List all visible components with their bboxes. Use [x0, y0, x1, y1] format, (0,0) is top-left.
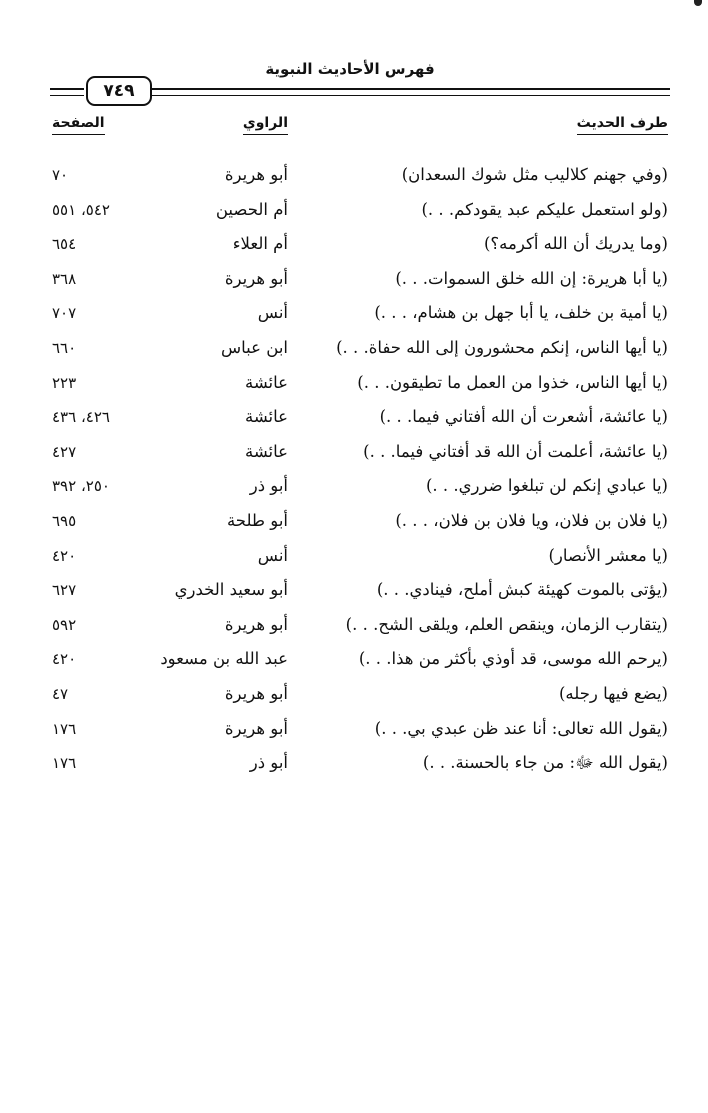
- hadith-text: (يا عبادي إنكم لن تبلغوا ضرري. . .): [425, 476, 668, 496]
- page-ref: ٢٢٣: [52, 373, 77, 392]
- hadith-text: (وفي جهنم كلاليب مثل شوك السعدان): [401, 165, 668, 184]
- corner-mark: [694, 0, 702, 6]
- hadith-text: (يقول الله تعالى: أنا عند ظن عبدي بي. . .): [374, 718, 668, 738]
- hadith-text: (يا أيها الناس، خذوا من العمل ما تطيقون. . .): [357, 372, 668, 392]
- narrator: أم الحصين: [215, 199, 288, 219]
- narrator: أبو هريرة: [224, 614, 288, 634]
- page-ref: ٥٤٢، ٥٥١: [52, 200, 110, 219]
- hadith-text: (يا أبا هريرة: إن الله خلق السموات. . .): [395, 268, 668, 288]
- page-ref: ٦٩٥: [52, 511, 77, 530]
- narrator: أبو هريرة: [224, 268, 288, 288]
- header-rule: [152, 88, 670, 96]
- page-ref: ١٧٦: [52, 719, 77, 738]
- page-number: ٧٤٩: [86, 76, 152, 106]
- hadith-text: (يا فلان بن فلان، ويا فلان بن فلان، . . .): [395, 510, 668, 530]
- hadith-text: (يؤتى بالموت كهيئة كبش أملح، فينادي. . .): [376, 580, 668, 600]
- page-ref: ٤٢٧: [52, 442, 77, 461]
- table-row: [0, 229, 708, 264]
- table-row: [0, 714, 708, 749]
- page-ref: ١٧٦: [52, 754, 77, 773]
- table-row: [0, 437, 708, 472]
- table-row: [0, 333, 708, 368]
- hadith-text: (يا أيها الناس، إنكم محشورون إلى الله حفاة. . .): [336, 337, 668, 357]
- narrator: أنس: [257, 303, 288, 323]
- page-ref: ٤٢٦، ٤٣٦: [52, 408, 110, 427]
- narrator: أبو هريرة: [224, 165, 288, 184]
- table-row: [0, 541, 708, 576]
- page-ref: ٦٦٠: [52, 338, 77, 357]
- narrator: عائشة: [244, 407, 288, 427]
- narrator: أبو ذر: [249, 476, 288, 496]
- table-row: [0, 506, 708, 541]
- page-ref: ٢٥٠، ٣٩٢: [52, 477, 110, 496]
- table-row: [0, 195, 708, 230]
- page-ref: ٤٢٠: [52, 546, 77, 565]
- hadith-text: (ولو استعمل عليكم عبد يقودكم. . .): [421, 199, 668, 219]
- narrator: عائشة: [244, 372, 288, 392]
- column-header-page: الصفحة: [52, 115, 105, 135]
- table-row: [0, 160, 708, 195]
- hadith-text: (يرحم الله موسى، قد أوذي بأكثر من هذا. . .): [358, 649, 668, 669]
- narrator: أبو هريرة: [224, 683, 288, 703]
- narrator: عائشة: [244, 441, 288, 461]
- table-row: [0, 610, 708, 645]
- narrator: أبو ذر: [249, 753, 288, 773]
- page-ref: ٥٩٢: [52, 615, 77, 634]
- narrator: عبد الله بن مسعود: [160, 649, 288, 669]
- hadith-text: (يا عائشة، أعلمت أن الله قد أفتاني فيما. . .): [363, 441, 668, 461]
- hadith-text: (يا معشر الأنصار): [548, 545, 668, 565]
- column-header-narrator: الراوي: [243, 115, 288, 135]
- table-row: [0, 575, 708, 610]
- page-ref: ٣٦٨: [52, 269, 77, 288]
- table-row: [0, 679, 708, 714]
- page-ref: ٤٧: [52, 684, 69, 703]
- table-row: [0, 298, 708, 333]
- page-ref: ٤٢٠: [52, 650, 77, 669]
- hadith-text: (يا عائشة، أشعرت أن الله أفتاني فيما. . .): [379, 407, 668, 427]
- column-header-hadith: طرف الحديث: [577, 115, 668, 135]
- hadith-text: (يضع فيها رجله): [558, 683, 668, 703]
- table-row: [0, 264, 708, 299]
- page-ref: ٧٠: [52, 166, 69, 184]
- hadith-text: (يقول الله ﷻ: من جاء بالحسنة. . .): [422, 753, 668, 773]
- narrator: أنس: [257, 545, 288, 565]
- narrator: أبو سعيد الخدري: [174, 580, 288, 600]
- table-row: [0, 471, 708, 506]
- page-ref: ٦٢٧: [52, 581, 77, 600]
- hadith-index-table: [0, 160, 708, 783]
- hadith-text: (يا أمية بن خلف، يا أبا جهل بن هشام، . . .): [374, 303, 668, 323]
- table-row: [0, 748, 708, 783]
- table-row: [0, 644, 708, 679]
- hadith-text: (وما يدريك أن الله أكرمه؟): [483, 234, 668, 254]
- header-rule-left: [50, 88, 84, 96]
- page-ref: ٦٥٤: [52, 235, 77, 254]
- narrator: أبو طلحة: [226, 510, 288, 530]
- narrator: أم العلاء: [232, 234, 288, 254]
- page-ref: ٧٠٧: [52, 304, 77, 323]
- running-title: فهرس الأحاديث النبوية: [265, 60, 435, 78]
- narrator: ابن عباس: [221, 337, 288, 357]
- narrator: أبو هريرة: [224, 718, 288, 738]
- hadith-text: (يتقارب الزمان، وينقص العلم، ويلقى الشح. . .): [345, 614, 668, 634]
- table-row: [0, 368, 708, 403]
- table-row: [0, 402, 708, 437]
